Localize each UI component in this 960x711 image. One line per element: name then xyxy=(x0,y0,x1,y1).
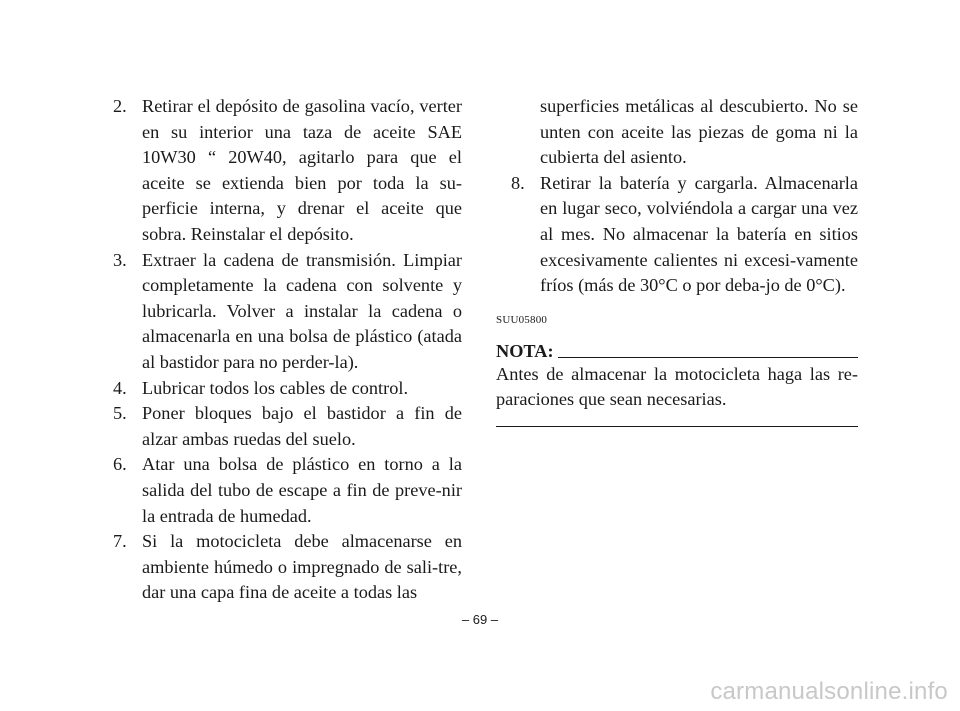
item-text: Retirar el depósito de gasolina vacío, verter en su interior una taza de aceite SAE 10W30 “ 20W40, agitarlo para que el aceite se extienda bien por toda la su-perficie interna, y drenar el aceite que sobra. Reinstalar el depósito. xyxy=(142,96,462,244)
item-number: 6. xyxy=(113,454,127,475)
item-number: 4. xyxy=(113,377,127,398)
item-text: Retirar la batería y cargarla. Almacenarla en lugar seco, volviéndola a cargar una vez al mes. No almacenar la batería en sitios excesivamente calientes ni excesi-vamente fríos (más de 30°C o por deba-jo de 0°C). xyxy=(540,172,858,296)
right-column xyxy=(496,94,858,427)
section-code: SUU05800 xyxy=(496,313,548,326)
item-text: Extraer la cadena de transmisión. Limpiar completamente la cadena con solvente y lubricarla. Volver a instalar la cadena o almacenarla en una bolsa de plástico (atada al bastidor para no perder-la). xyxy=(142,249,462,372)
item-number: 3. xyxy=(113,249,127,270)
list-item-8 xyxy=(496,171,858,299)
note-body: Antes de almacenar la motocicleta haga las re-paraciones que sean necesarias. xyxy=(496,363,858,410)
list-item-7 xyxy=(98,529,462,606)
list-item-4 xyxy=(98,376,462,402)
note-header-rule xyxy=(558,357,858,358)
item-text: Atar una bolsa de plástico en torno a la salida del tubo de escape a fin de preve-nir la entrada de humedad. xyxy=(142,454,462,526)
item-text: Si la motocicleta debe almacenarse en ambiente húmedo o impregnado de sali-tre, dar una capa fina de aceite a todas las xyxy=(142,531,462,603)
item-number: 8. xyxy=(511,172,525,193)
item-number: 5. xyxy=(113,403,127,424)
list-item-3 xyxy=(98,248,462,376)
note-title: NOTA: xyxy=(496,340,554,361)
list-item-5 xyxy=(98,401,462,452)
list-item-6 xyxy=(98,452,462,529)
list-item-2 xyxy=(98,94,462,248)
left-column xyxy=(98,94,462,606)
item-text: Lubricar todos los cables de control. xyxy=(142,377,409,398)
page-number: – 69 – xyxy=(461,612,499,627)
note-bottom-rule xyxy=(496,426,858,427)
item-number: 7. xyxy=(113,531,127,552)
watermark: carmanualsonline.info xyxy=(710,678,948,705)
list-item-7-continuation: superficies metálicas al descubierto. No se unten con aceite las piezas de goma ni la cubierta del asiento. xyxy=(540,96,858,168)
item-text: Poner bloques bajo el bastidor a fin de alzar ambas ruedas del suelo. xyxy=(142,403,462,449)
note-header xyxy=(496,336,858,362)
item-number: 2. xyxy=(113,96,127,116)
